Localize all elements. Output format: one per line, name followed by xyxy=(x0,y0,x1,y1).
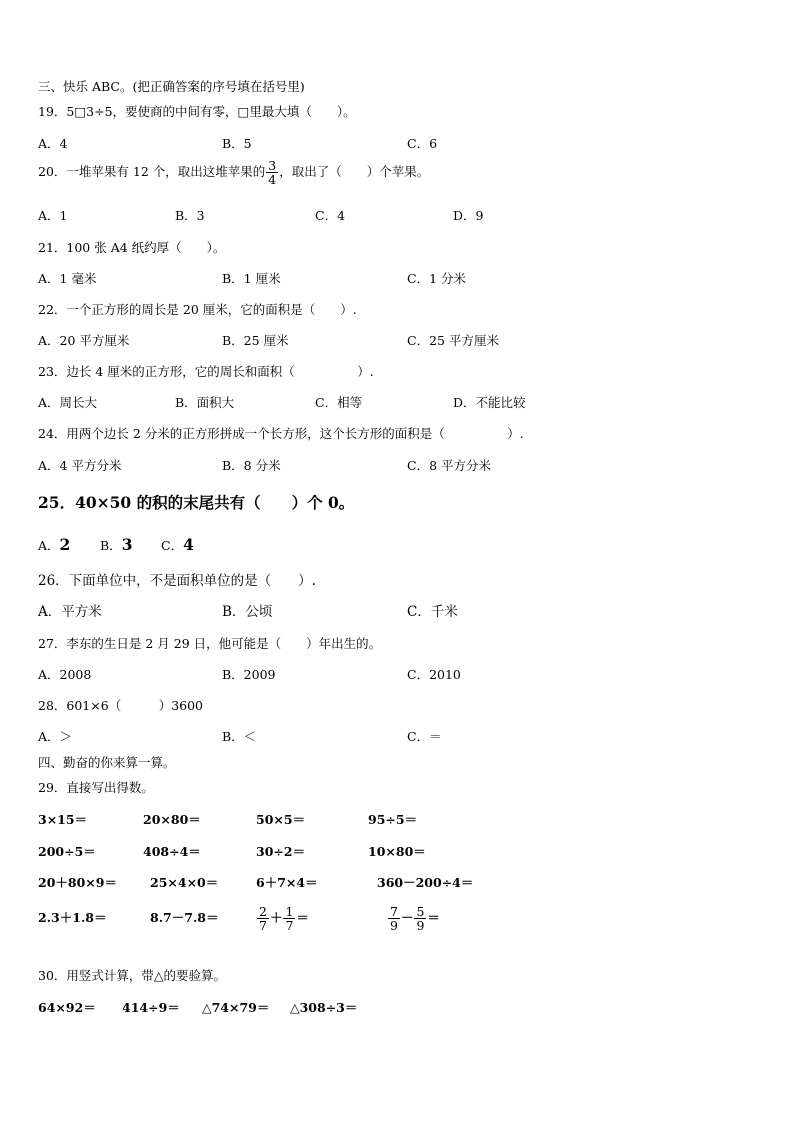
q21-option-a: A．1 毫米 xyxy=(38,271,97,286)
q29-f1-den-1: 7 xyxy=(259,918,267,933)
q25-option-a-value: 2 xyxy=(59,535,71,554)
q30-item-4: △308÷3＝ xyxy=(290,1000,358,1015)
q29-f1-op: ＋ xyxy=(269,910,283,925)
q19-option-a: A．4 xyxy=(38,136,68,151)
q30-item-2: 414÷9＝ xyxy=(122,1000,180,1015)
q29-f2-eq: ＝ xyxy=(427,910,440,925)
q26-option-b: B．公顷 xyxy=(222,604,273,620)
q21-text: 21．100 张 A4 纸约厚（ ）。 xyxy=(38,240,226,255)
q29-f1-num-1: 2 xyxy=(259,904,267,919)
q20-text-before: 20．一堆苹果有 12 个，取出这堆苹果的 xyxy=(38,164,266,179)
q26-option-a: A．平方米 xyxy=(38,604,102,620)
q25-option-a-label: A． xyxy=(38,538,60,553)
q23-option-c: C．相等 xyxy=(315,395,363,410)
section-4-title: 四、勤奋的你来算一算。 xyxy=(38,755,176,770)
q23-option-d: D．不能比较 xyxy=(453,395,526,410)
q29-f2-frac-2 xyxy=(414,905,426,932)
q29-r3-c3: 6＋7×4＝ xyxy=(256,875,318,890)
q25-option-c-value: 4 xyxy=(183,535,194,554)
q20-fraction-numerator: 3 xyxy=(268,158,277,173)
q25-option-c-label: C． xyxy=(161,538,184,553)
q22-option-b: B．25 厘米 xyxy=(222,333,289,348)
q29-text: 29．直接写出得数。 xyxy=(38,780,154,795)
q29-r3-c1: 20＋80×9＝ xyxy=(38,875,117,890)
q21-option-c: C．1 分米 xyxy=(407,271,466,286)
q29-r4-c3 xyxy=(256,901,309,935)
q21-option-b: B．1 厘米 xyxy=(222,271,281,286)
q25-text: 25．40×50 的积的末尾共有（ ）个 0。 xyxy=(38,493,355,512)
q27-option-b: B．2009 xyxy=(222,667,276,682)
q26-text: 26．下面单位中，不是面积单位的是（ ）. xyxy=(38,573,316,589)
q28-option-c: C．＝ xyxy=(407,729,442,744)
q29-f2-num-1: 7 xyxy=(390,904,398,919)
q23-text: 23．边长 4 厘米的正方形，它的周长和面积（ ）. xyxy=(38,364,374,379)
q29-r2-c3: 30÷2＝ xyxy=(256,844,306,859)
q29-r4-c2: 8.7－7.8＝ xyxy=(150,910,219,925)
q19-option-b: B．5 xyxy=(222,136,252,151)
q27-option-c: C．2010 xyxy=(407,667,461,682)
q25-option-b-value: 3 xyxy=(121,535,133,554)
q29-f1-den-2: 7 xyxy=(285,918,294,933)
q19-text: 19．5□3÷5，要使商的中间有零，□里最大填（ ）。 xyxy=(38,104,356,119)
q29-f1-eq: ＝ xyxy=(296,910,309,925)
q29-f2-den-1: 9 xyxy=(390,918,398,933)
q29-r4-c1: 2.3＋1.8＝ xyxy=(38,910,107,925)
section-3-title: 三、快乐 ABC。(把正确答案的序号填在括号里) xyxy=(38,79,305,94)
q29-f2-op: － xyxy=(400,910,414,925)
q23-option-a: A．周长大 xyxy=(38,395,98,410)
q20-option-a: A．1 xyxy=(38,208,68,223)
q23-option-b: B．面积大 xyxy=(175,395,235,410)
q29-r1-c2: 20×80＝ xyxy=(143,812,201,827)
q30-text: 30．用竖式计算，带△的要验算。 xyxy=(38,968,227,983)
q29-r3-c4: 360－200÷4＝ xyxy=(377,875,474,890)
q29-r1-c4: 95÷5＝ xyxy=(368,812,418,827)
q24-option-a: A．4 平方分米 xyxy=(38,458,122,473)
q20-text xyxy=(38,158,429,186)
q20-option-b: B．3 xyxy=(175,208,205,223)
q29-f2-den-2: 9 xyxy=(416,918,425,933)
q20-text-after: ，取出了（ ）个苹果。 xyxy=(279,164,430,179)
q28-text: 28．601×6（ ）3600 xyxy=(38,698,204,713)
q27-option-a: A．2008 xyxy=(38,667,92,682)
q30-item-1: 64×92＝ xyxy=(38,1000,96,1015)
q29-f2-num-2: 5 xyxy=(416,904,425,919)
q29-r2-c1: 200÷5＝ xyxy=(38,844,96,859)
q28-option-b: B．＜ xyxy=(222,729,257,744)
q25-option-a xyxy=(38,535,70,556)
q20-fraction xyxy=(266,159,278,186)
q22-text: 22．一个正方形的周长是 20 厘米，它的面积是（ ）. xyxy=(38,302,357,317)
q29-r4-c4 xyxy=(387,901,440,935)
q27-text: 27．李东的生日是 2 月 29 日，他可能是（ ）年出生的。 xyxy=(38,636,382,651)
q29-f1-num-2: 1 xyxy=(285,904,294,919)
q20-fraction-denominator: 4 xyxy=(268,172,277,187)
q29-r1-c3: 50×5＝ xyxy=(256,812,306,827)
q25-option-c xyxy=(161,535,194,556)
q22-option-a: A．20 平方厘米 xyxy=(38,333,130,348)
q29-f1-frac-1 xyxy=(257,905,269,932)
q22-option-c: C．25 平方厘米 xyxy=(407,333,499,348)
q29-r3-c2: 25×4×0＝ xyxy=(150,875,219,890)
q25-option-b-label: B． xyxy=(100,538,122,553)
q30-item-3: △74×79＝ xyxy=(202,1000,270,1015)
q24-option-c: C．8 平方分米 xyxy=(407,458,491,473)
q29-r2-c2: 408÷4＝ xyxy=(143,844,201,859)
q29-f1-frac-2 xyxy=(283,905,295,932)
q29-r1-c1: 3×15＝ xyxy=(38,812,88,827)
q28-option-a: A．＞ xyxy=(38,729,73,744)
q29-r2-c4: 10×80＝ xyxy=(368,844,426,859)
q29-f2-frac-1 xyxy=(388,905,400,932)
q24-text: 24．用两个边长 2 分米的正方形拼成一个长方形，这个长方形的面积是（ ）. xyxy=(38,426,524,441)
q20-option-d: D．9 xyxy=(453,208,484,223)
q19-option-c: C．6 xyxy=(407,136,438,151)
q24-option-b: B．8 分米 xyxy=(222,458,281,473)
q25-option-b xyxy=(100,535,132,556)
q26-option-c: C．千米 xyxy=(407,604,458,620)
q20-option-c: C．4 xyxy=(315,208,346,223)
